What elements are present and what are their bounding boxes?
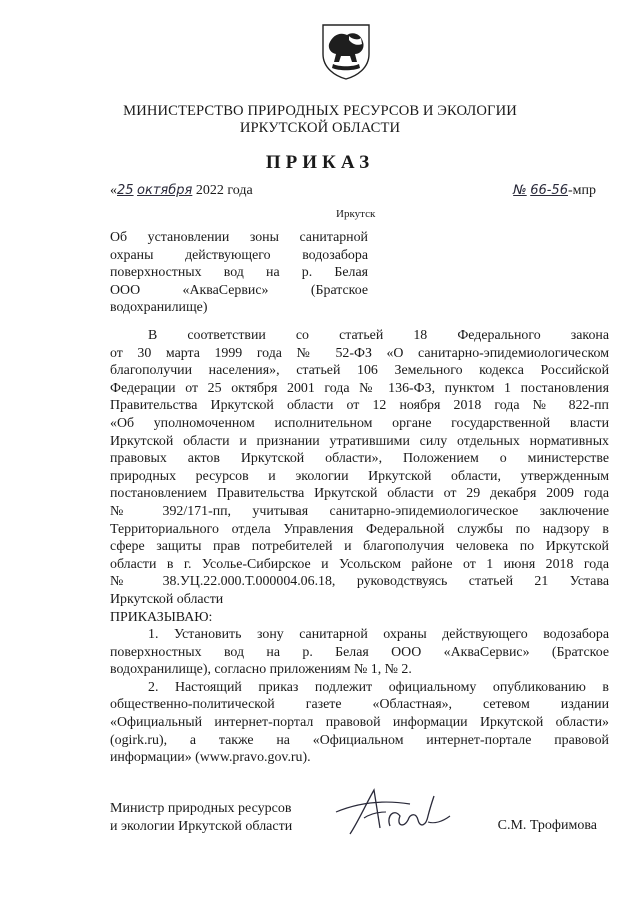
body-line: 1. Установить зону санитарной охраны действующего водозабора	[148, 627, 609, 643]
number-value: 66-56	[530, 183, 568, 198]
body-line: природных ресурсов и экологии Иркутской области, утвержденным	[110, 468, 609, 484]
subject-line: охраны действующего водозабора	[110, 247, 368, 263]
document-title: ПРИКАЗ	[265, 152, 375, 173]
subject-line: водохранилище)	[110, 300, 208, 316]
body-line: Правительства Иркутской области от 12 ноября 2018 года № 822-пп	[110, 398, 609, 414]
body-line: Иркутской области и признании утратившими силу отдельных нормативных	[110, 433, 609, 449]
body-line: (ogirk.ru), а также на «Официальном интернет-портале правовой	[110, 732, 609, 748]
body-line: Иркутской области	[110, 591, 224, 607]
ministry-name-line1: МИНИСТЕРСТВО ПРИРОДНЫХ РЕСУРСОВ И ЭКОЛОГИИ	[123, 103, 517, 119]
body-line: Федерации от 25 октября 2001 года № 136-ФЗ, пунктом 1 постановления	[110, 380, 609, 396]
date-open-quote: «	[110, 183, 117, 198]
date-day: 25	[117, 183, 134, 198]
body-line: правовых актов Иркутской области», Положением о министерстве	[110, 451, 609, 467]
body-line: «Официальный интернет-портал правовой информации Иркутской области»	[110, 715, 609, 731]
body-line: области в г. Усолье-Сибирское и Усольском районе от 1 июня 2018 года	[110, 556, 609, 572]
order-date	[110, 183, 253, 199]
city-name: Иркутск	[336, 208, 376, 220]
body-line: благополучии населения», статьей 106 Земельного кодекса Российской	[110, 363, 609, 379]
body-line: 2. Настоящий приказ подлежит официальному опубликованию в	[148, 679, 609, 695]
subject-line: ООО «АкваСервис» (Братское	[110, 282, 368, 298]
signer-name: С.М. Трофимова	[497, 818, 597, 833]
body-line: В соответствии со статьей 18 Федерального закона	[148, 328, 609, 343]
number-prefix: №	[513, 183, 527, 198]
order-body	[110, 327, 609, 767]
subject-line: поверхностных вод на р. Белая	[110, 265, 368, 281]
signer-position	[110, 800, 292, 836]
date-year: 2022 года	[192, 183, 253, 198]
order-directive: ПРИКАЗЫВАЮ:	[110, 609, 213, 625]
body-line: водохранилище), согласно приложениям № 1, № 2.	[110, 662, 412, 678]
date-month: октября	[137, 183, 193, 198]
number-suffix: -мпр	[567, 183, 596, 198]
body-line: Территориального отдела Управления Федеральной службы по надзору в	[110, 521, 609, 537]
signer-position-line1: Министр природных ресурсов	[110, 801, 292, 816]
body-line: «Об уполномоченном исполнительном органе государственной власти	[110, 415, 609, 431]
body-line: поверхностных вод на р. Белая ООО «АкваСервис» (Братское	[110, 644, 609, 660]
body-line: общественно-политической газете «Областная», сетевом издании	[110, 697, 609, 713]
signer-position-line2: и экологии Иркутской области	[110, 819, 293, 834]
order-number	[513, 183, 596, 199]
handwritten-signature-icon	[330, 782, 460, 842]
body-line: информации» (www.pravo.gov.ru).	[110, 750, 311, 766]
body-line: сфере защиты прав потребителей и благополучия человека по Иркутской	[110, 539, 609, 555]
subject-line: Об установлении зоны санитарной	[110, 230, 368, 245]
body-line: от 30 марта 1999 года № 52-ФЗ «О санитарно-эпидемиологическом	[110, 345, 609, 361]
order-subject	[110, 229, 368, 317]
body-line: постановлением Правительства Иркутской области от 29 декабря 2009 года	[110, 486, 609, 502]
ministry-name-line2: ИРКУТСКОЙ ОБЛАСТИ	[239, 120, 401, 136]
body-line: № 392/171-пп, учитывая санитарно-эпидемиологическое заключение	[110, 503, 609, 519]
body-line: № 38.УЦ.22.000.Т.000004.06.18, руководствуясь статьей 21 Устава	[110, 574, 609, 590]
coat-of-arms-icon	[319, 22, 373, 80]
